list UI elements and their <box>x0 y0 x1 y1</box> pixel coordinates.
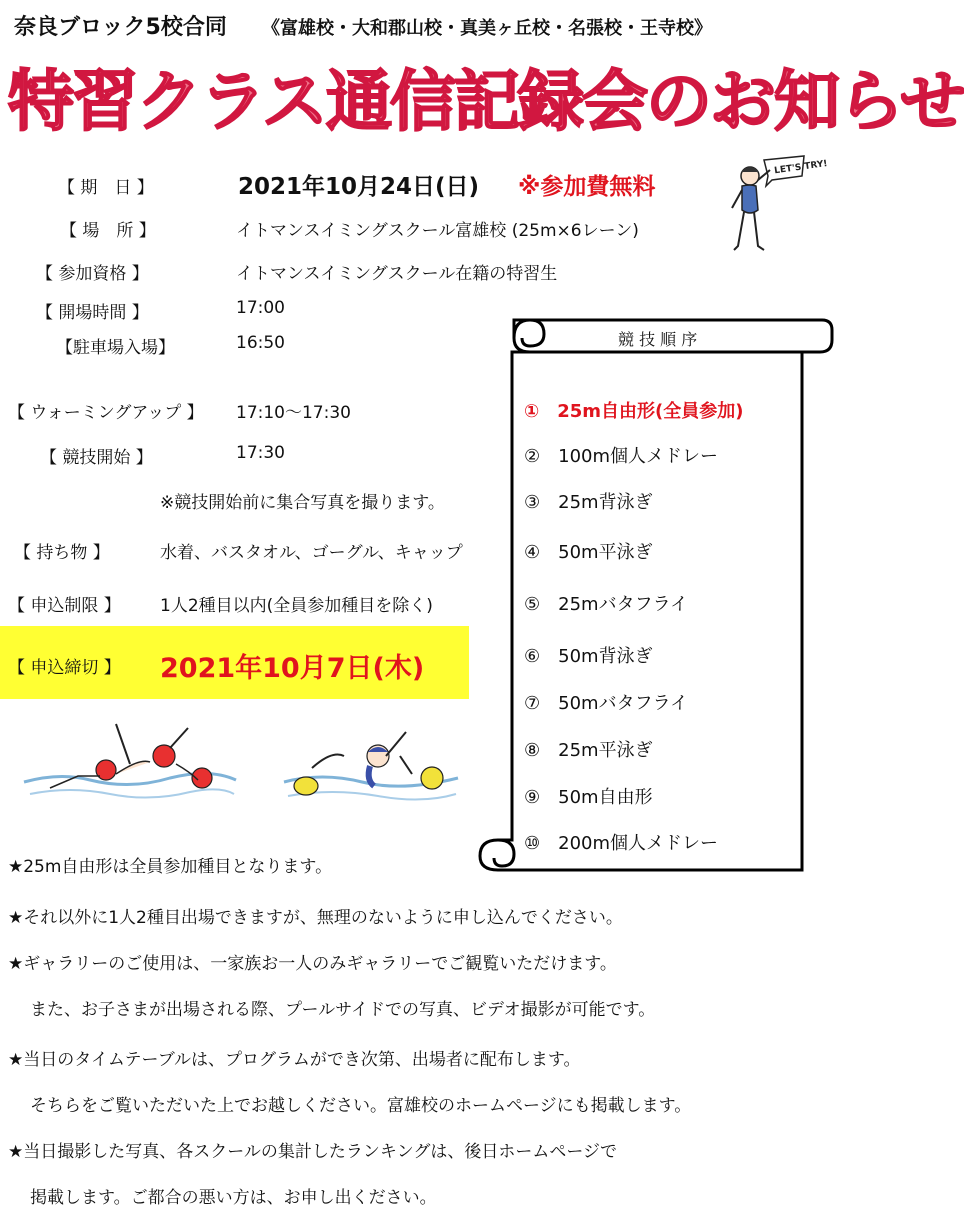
note-line: また、お子さまが出場される際、プールサイドでの写真、ビデオ撮影が可能です。 <box>30 1000 656 1020</box>
date-label: 【 期 日 】 <box>58 178 154 198</box>
event-item: ① 25m自由形(全員参加) <box>524 401 744 422</box>
start-value: 17:30 <box>236 443 285 463</box>
parking-label: 【駐車場入場】 <box>56 338 175 358</box>
lets-try-badge: LET'S TRY! <box>773 158 829 177</box>
event-order-title: 競 技 順 序 <box>618 330 698 349</box>
note-line: 掲載します。ご都合の悪い方は、お申し出ください。 <box>30 1188 437 1208</box>
fee-note: ※参加費無料 <box>518 174 656 200</box>
note-line: ★当日撮影した写真、各スクールの集計したランキングは、後日ホームページで <box>8 1142 618 1162</box>
place-value: イトマンスイミングスクール富雄校 (25m×6レーン) <box>236 221 639 241</box>
start-label: 【 競技開始 】 <box>40 448 153 468</box>
page-title: 特習クラス通信記録会のお知らせ <box>8 63 964 140</box>
deadline-label: 【 申込締切 】 <box>8 658 121 678</box>
note-line: ★ギャラリーのご使用は、一家族お一人のみギャラリーでご観覧いただけます。 <box>8 954 617 974</box>
place-label: 【 場 所 】 <box>60 221 156 241</box>
event-item: ⑥ 50m背泳ぎ <box>524 646 653 667</box>
items-value: 水着、バスタオル、ゴーグル、キャップ <box>160 543 463 563</box>
open-time-label: 【 開場時間 】 <box>36 303 149 323</box>
event-item: ② 100m個人メドレー <box>524 446 719 467</box>
warmup-label: 【 ウォーミングアップ 】 <box>8 403 204 423</box>
event-item: ⑨ 50m自由形 <box>524 787 653 808</box>
eligibility-value: イトマンスイミングスクール在籍の特習生 <box>236 264 558 284</box>
photo-note: ※競技開始前に集合写真を撮ります。 <box>160 493 445 513</box>
event-item: ④ 50m平泳ぎ <box>524 542 653 563</box>
swimmer-mascot-icon <box>718 150 829 258</box>
organizer: 奈良ブロック5校合同 <box>14 15 227 40</box>
items-label: 【 持ち物 】 <box>14 543 110 563</box>
event-item: ⑦ 50mバタフライ <box>524 693 689 714</box>
parking-value: 16:50 <box>236 333 285 353</box>
deadline-value: 2021年10月7日(木) <box>160 653 425 684</box>
swimmers-right-illustration-icon <box>282 716 462 812</box>
eligibility-label: 【 参加資格 】 <box>36 264 149 284</box>
event-item: ⑧ 25m平泳ぎ <box>524 740 653 761</box>
event-item: ⑩ 200m個人メドレー <box>524 833 719 854</box>
date-value: 2021年10月24日(日) <box>238 174 480 200</box>
note-line: そちらをご覧いただいた上でお越しください。富雄校のホームページにも掲載します。 <box>30 1096 692 1116</box>
swimmers-left-illustration-icon <box>20 718 240 816</box>
note-line: ★当日のタイムテーブルは、プログラムができ次第、出場者に配布します。 <box>8 1050 581 1070</box>
note-line: ★それ以外に1人2種目出場できますが、無理のないように申し込んでください。 <box>8 908 623 928</box>
limit-value: 1人2種目以内(全員参加種目を除く) <box>160 596 433 616</box>
warmup-value: 17:10～17:30 <box>236 403 351 423</box>
event-item: ③ 25m背泳ぎ <box>524 492 653 513</box>
schools-list: 《富雄校・大和郡山校・真美ヶ丘校・名張校・王寺校》 <box>262 18 712 39</box>
limit-label: 【 申込制限 】 <box>8 596 121 616</box>
note-line: ★25m自由形は全員参加種目となります。 <box>8 857 333 877</box>
event-item: ⑤ 25mバタフライ <box>524 594 689 615</box>
open-time-value: 17:00 <box>236 298 285 318</box>
